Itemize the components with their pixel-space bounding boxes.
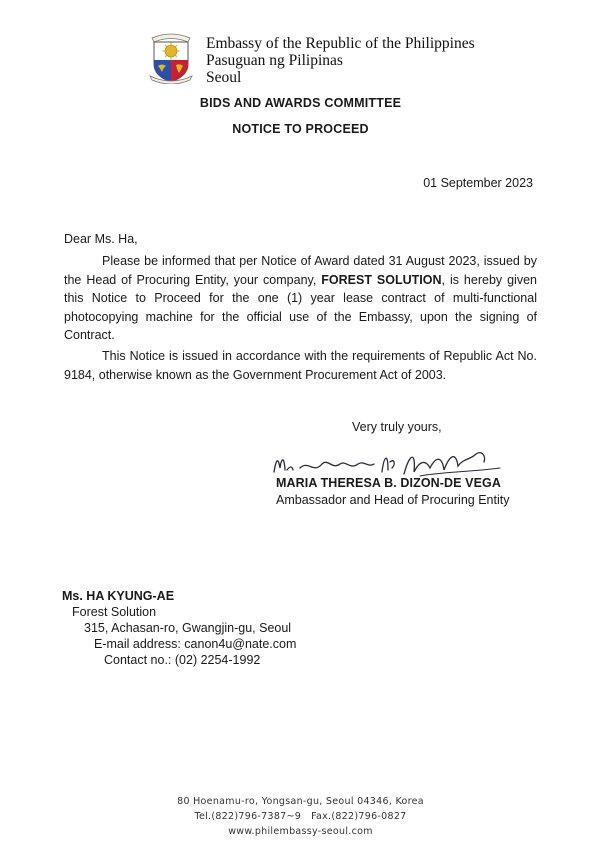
embassy-city: Seoul (206, 69, 242, 86)
recipient-block (62, 588, 296, 668)
closing-line: Very truly yours, (352, 420, 442, 434)
letterhead (146, 30, 506, 86)
recipient-name: Ms. HA KYUNG-AE (62, 589, 175, 603)
recipient-email: E-mail address: canon4u@nate.com (94, 637, 297, 651)
paragraph-1-text-end: , is hereby given this Notice to Proceed for the one (1) year lease contract of multi-functional photocopying machine for the official use of the Embassy, upon the signing of Contract. (64, 272, 537, 342)
handwritten-signature (270, 446, 515, 480)
salutation: Dear Ms. Ha, (64, 232, 138, 246)
letter-date: 01 September 2023 (423, 176, 533, 190)
embassy-name: Embassy of the Republic of the Philippines (206, 35, 475, 52)
document-title: NOTICE TO PROCEED (232, 122, 369, 136)
footer-phones: Tel.(822)796-7387~9 Fax.(822)796-0827 (194, 811, 407, 822)
philippine-seal-icon (146, 30, 196, 84)
recipient-contact: Contact no.: (02) 2254-1992 (104, 653, 261, 667)
committee-heading: BIDS AND AWARDS COMMITTEE (199, 96, 402, 110)
letter-footer (0, 794, 601, 839)
signer-title: Ambassador and Head of Procuring Entity (276, 493, 510, 507)
signer-name: MARIA THERESA B. DIZON-DE VEGA (276, 476, 501, 490)
body-paragraph-1 (64, 252, 537, 345)
recipient-company: Forest Solution (72, 605, 157, 619)
paragraph-1-text-start: Please be informed that per Notice of Award dated 31 August 2023, issued by the Head of Procuring Entity, your company, (64, 254, 537, 287)
embassy-name-filipino: Pasuguan ng Pilipinas (206, 52, 343, 69)
footer-website: www.philembassy-seoul.com (228, 826, 373, 837)
company-name-bold: FOREST SOLUTION (321, 272, 442, 287)
footer-address: 80 Hoenamu-ro, Yongsan-gu, Seoul 04346, Korea (177, 796, 424, 807)
body-paragraph-2: This Notice is issued in accordance with the requirements of Republic Act No. 9184, otherwise known as the Government Procurement Act of 2003. (64, 349, 537, 382)
recipient-address: 315, Achasan-ro, Gwangjin-gu, Seoul (84, 621, 292, 635)
